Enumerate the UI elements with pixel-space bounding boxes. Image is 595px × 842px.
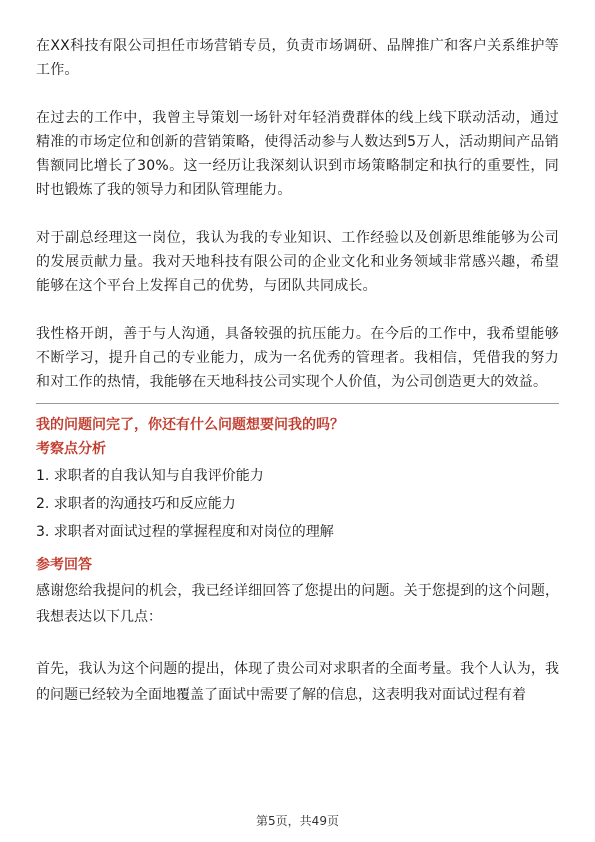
body-paragraph-4: 我性格开朗，善于与人沟通，具备较强的抗压能力。在今后的工作中，我希望能够不断学习，提升自己的专业能力，成为一名优秀的管理者。我相信，凭借我的努力和对工作的热情，我能够在天地科技公司实现个人价值，为公司创造更大的效益。 [36,326,559,390]
analysis-item-2: 2. 求职者的沟通技巧和反应能力 [36,496,236,512]
analysis-item-3: 3. 求职者对面试过程的掌握程度和对岗位的理解 [36,524,334,540]
body-paragraph-3: 对于副总经理这一岗位，我认为我的专业知识、工作经验以及创新思维能够为公司的发展贡献力量。我对天地科技有限公司的企业文化和业务领域非常感兴趣，希望能够在这个平台上发挥自己的优势，与团队共同成长。 [36,230,559,294]
reference-paragraph-1: 感谢您给我提问的机会，我已经详细回答了您提出的问题。关于您提到的这个问题，我想表达以下几点： [36,583,559,625]
analysis-item-1: 1. 求职者的自我认知与自我评价能力 [36,468,264,484]
reference-paragraph-2: 首先，我认为这个问题的提出，体现了贵公司对求职者的全面考量。我个人认为，我的问题已经较为全面地覆盖了面试中需要了解的信息，这表明我对面试过程有着 [36,661,559,703]
page-number: 第5页，共49页 [256,814,339,828]
analysis-list [36,462,559,546]
interview-question: 我的问题问完了，你还有什么问题想要问我的吗？ [36,417,344,433]
body-paragraph-1: 在XX科技有限公司担任市场营销专员，负责市场调研、品牌推广和客户关系维护等工作。 [36,38,559,78]
analysis-heading: 考察点分析 [36,441,106,457]
reference-heading: 参考回答 [36,557,92,573]
page-content [36,34,559,734]
body-paragraph-2: 在过去的工作中，我曾主导策划一场针对年轻消费群体的线上线下联动活动，通过精准的市场定位和创新的营销策略，使得活动参与人数达到5万人，活动期间产品销售额同比增长了30%。这一经历让我深刻认识到市场策略制定和执行的重要性，同时也锻炼了我的领导力和团队管理能力。 [36,110,559,198]
section-divider [36,403,559,404]
